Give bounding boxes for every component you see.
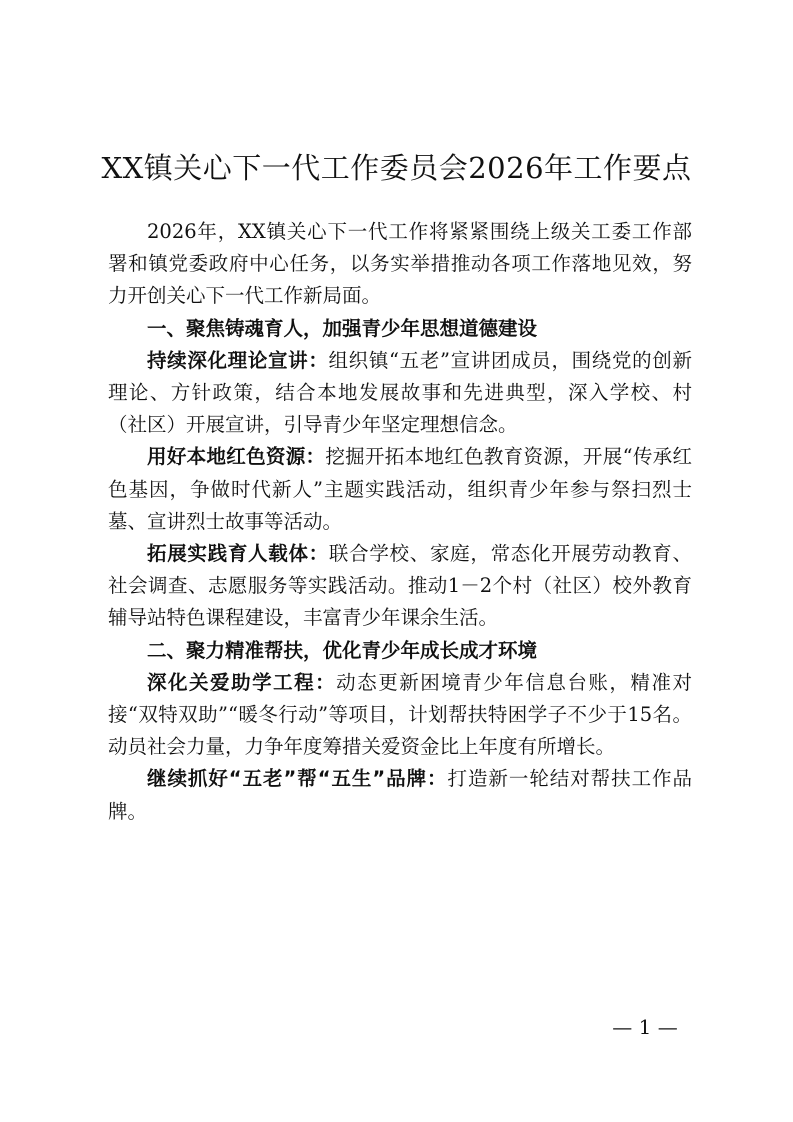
item-lead: 持续深化理论宣讲： [147,348,329,372]
page-number: — 1 — [612,1015,678,1039]
document-body [108,216,692,828]
section-2-item-1 [108,667,692,764]
item-text: 打造新一轮结对帮扶工作品牌。 [108,767,692,823]
item-lead: 继续抓好“五老”帮“五生”品牌： [147,767,448,791]
section-heading-2: 二、聚力精准帮扶，优化青少年成长成才环境 [147,638,538,662]
section-2-item-2 [108,763,692,827]
item-lead: 深化关爱助学工程： [147,670,337,694]
item-lead: 用好本地红色资源： [147,445,326,469]
item-text: 动态更新困境青少年信息台账，精准对接“双特双助”“暖冬行动”等项目，计划帮扶特困学子不少于15名。动员社会力量，力争年度筹措关爱资金比上年度有所增长。 [108,670,692,759]
section-heading-1: 一、聚焦铸魂育人，加强青少年思想道德建设 [147,316,538,340]
item-lead: 拓展实践育人载体： [147,542,329,566]
item-text: 挖掘开拓本地红色教育资源，开展“传承红色基因，争做时代新人”主题实践活动，组织青少年参与祭扫烈士墓、宣讲烈士故事等活动。 [108,445,692,533]
item-text: 组织镇“五老”宣讲团成员，围绕党的创新理论、方针政策，结合本地发展故事和先进典型，深入学校、村（社区）开展宣讲，引导青少年坚定理想信念。 [108,348,692,437]
section-1-item-3 [108,538,692,635]
item-text: 联合学校、家庭，常态化开展劳动教育、社会调查、志愿服务等实践活动。推动1－2个村（社区）校外教育辅导站特色课程建设，丰富青少年课余生活。 [108,542,692,630]
section-1-item-1 [108,345,692,442]
section-1-item-2 [108,441,692,538]
document-title: XX镇关心下一代工作委员会2026年工作要点 [101,151,692,185]
intro-paragraph: 2026年，XX镇关心下一代工作将紧紧围绕上级关工委工作部署和镇党委政府中心任务，以务实举措推动各项工作落地见效，努力开创关心下一代工作新局面。 [108,220,692,308]
